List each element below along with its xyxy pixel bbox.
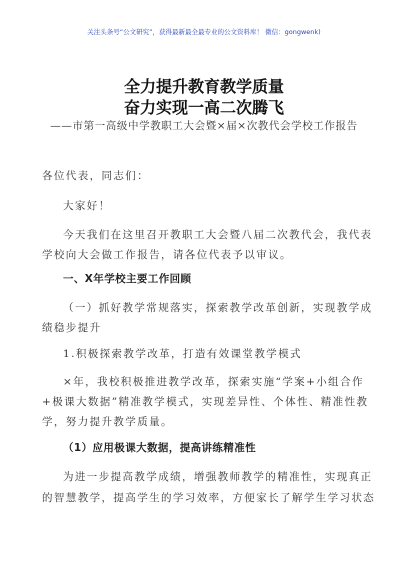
subtitle: ——市第一高级中学教职工大会暨×届×次教代会学校工作报告	[50, 120, 358, 132]
sub-heading-1: 1.积极探索教学改革，打造有效课堂教学模式	[63, 348, 302, 360]
para3-line-2: 的智慧教学，提高学生的学习效率，方便家长了解学生学习状态	[42, 492, 376, 504]
salutation: 各位代表，同志们：	[42, 170, 150, 182]
para3-line-1: 为进一步提高教学成绩，增强教师教学的精准性，实现真正	[63, 471, 373, 483]
title-line-2: 奋力实现一高二次腾飞	[123, 98, 284, 117]
para2-line-1: ×年，我校积极推进教学改革，探索实施“学案+小组合作	[63, 376, 364, 388]
section-heading-1: 一、X年学校主要工作回顾	[63, 273, 192, 285]
intro-line-1: 今天我们在这里召开教职工大会暨八届二次教代会，我代表	[63, 229, 373, 241]
header-note: 关注头条号“公文研究”，获得最新最全最专业的公文资料库！ 微信：gongwenk)	[87, 28, 321, 36]
greeting: 大家好！	[63, 200, 111, 212]
para2-line-2: +极课大数据”精准教学模式，实现差异性、个体性、精准性教	[42, 396, 369, 408]
sub-heading-2: （1）应用极课大数据，提高讲练精准性	[63, 442, 257, 454]
title-line-1: 全力提升教育教学质量	[123, 77, 284, 96]
para1-line-1: （一）抓好教学常规落实，探索教学改革创新，实现教学成	[63, 302, 373, 314]
para1-line-2: 绩稳步提升	[42, 322, 102, 334]
para2-line-3: 学，努力提升教学质量。	[42, 416, 173, 428]
intro-line-2: 学校向大会做工作报告，请各位代表予以审议。	[42, 249, 292, 261]
